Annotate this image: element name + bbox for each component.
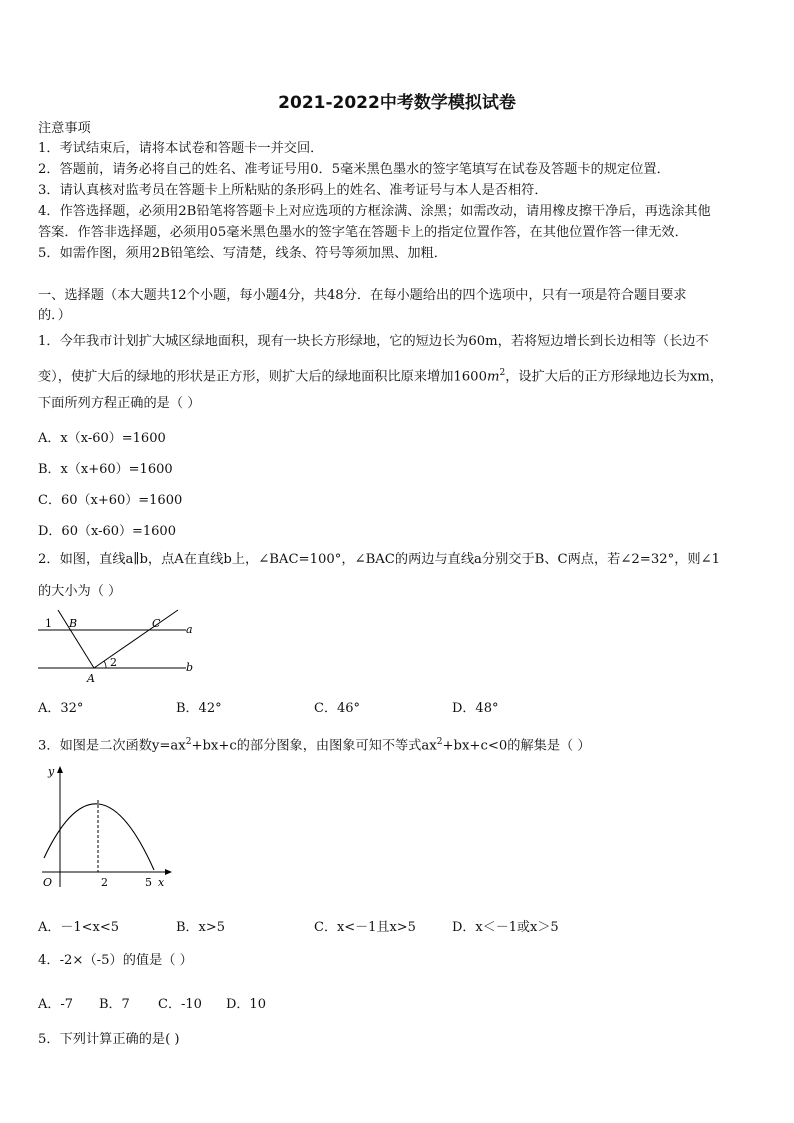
- q2-stem-line2: 的大小为（ ）: [38, 584, 122, 599]
- y-axis-arrow: [57, 766, 63, 773]
- q1-stem-part: ，设扩大后的正方形绿地边长为xm，: [505, 369, 723, 385]
- q1-option-a: A．x（x-60）=1600: [38, 431, 166, 446]
- label-tick-2: 2: [101, 876, 108, 889]
- q5-stem: 5．下列计算正确的是( ): [38, 1032, 180, 1047]
- q1-unit: m: [486, 369, 500, 385]
- note-item: 1．考试结束后，请将本试卷和答题卡一并交回．: [38, 141, 324, 156]
- note-item: 4．作答选择题，必须用2B铅笔将答题卡上对应选项的方框涂满、涂黑；如需改动，请用橡皮擦干净后，再选涂其他: [38, 204, 711, 219]
- q4-option-b: B．7: [99, 997, 130, 1012]
- label-x: x: [158, 876, 165, 889]
- q3-stem-part: +bx+c<0的解集是（ ）: [442, 738, 591, 754]
- q2-option-a: A．32°: [38, 701, 84, 716]
- note-item: 5．如需作图，须用2B铅笔绘、写清楚，线条、符号等须加黑、加粗．: [38, 246, 447, 261]
- label-angle-1: 1: [45, 617, 52, 630]
- label-b-point: B: [69, 617, 78, 630]
- label-line-a: a: [186, 623, 193, 636]
- side-ac: [94, 610, 178, 668]
- q3-option-c: C．x<－1且x>5: [314, 920, 416, 935]
- note-item: 答案．作答非选择题，必须用05毫米黑色墨水的签字笔在答题卡上的指定位置作答，在其他位置作答一律无效．: [38, 225, 688, 240]
- section-header-cont: 的．）: [38, 308, 71, 323]
- q2-option-c: C．46°: [314, 701, 360, 716]
- label-line-b: b: [186, 661, 194, 674]
- section-header: 一、选择题（本大题共12个小题，每小题4分，共48分．在每小题给出的四个选项中，只有一项是符合题目要求: [38, 288, 687, 303]
- q1-stem-line1: 1．今年我市计划扩大城区绿地面积，现有一块长方形绿地，它的短边长为60m，若将短边增长到长边相等（长边不: [38, 334, 709, 349]
- q3-stem-part: 3．如图是二次函数y=ax: [38, 738, 186, 754]
- label-c-point: C: [152, 617, 161, 630]
- notes-heading: 注意事项: [38, 121, 91, 136]
- q4-stem: 4．-2×（-5）的值是（ ）: [38, 953, 193, 968]
- label-tick-5: 5: [145, 876, 152, 889]
- q3-option-d: D．x＜－1或x＞5: [452, 920, 559, 935]
- label-a-point: A: [87, 672, 95, 685]
- exam-title: 2021-2022中考数学模拟试卷: [278, 93, 516, 113]
- q2-figure: [36, 607, 196, 685]
- angle-2-arc: [104, 661, 106, 668]
- q3-exponent: 2: [436, 737, 443, 747]
- q4-option-d: D．10: [226, 997, 266, 1012]
- label-y: y: [48, 765, 55, 778]
- q1-stem-line2: [38, 364, 723, 386]
- q2-option-d: D．48°: [452, 701, 499, 716]
- q3-exponent: 2: [185, 737, 192, 747]
- q1-option-c: C．60（x+60）=1600: [38, 493, 183, 508]
- q1-stem-line3: 下面所列方程正确的是（ ）: [38, 396, 201, 411]
- q4-option-a: A．-7: [38, 997, 74, 1012]
- q4-option-c: C．-10: [158, 997, 202, 1012]
- q1-stem-part: 变），使扩大后的绿地的形状是正方形，则扩大后的绿地面积比原来增加1600: [38, 369, 487, 385]
- q1-option-b: B．x（x+60）=1600: [38, 462, 173, 477]
- q3-stem-line1: [38, 733, 591, 755]
- q2-option-b: B．42°: [176, 701, 222, 716]
- q3-stem-part: +bx+c的部分图象，由图象可知不等式ax: [191, 738, 437, 754]
- q1-option-d: D．60（x-60）=1600: [38, 524, 176, 539]
- q3-parabola-figure: [36, 762, 176, 892]
- q3-option-b: B．x>5: [176, 920, 226, 935]
- note-item: 3．请认真核对监考员在答题卡上所粘贴的条形码上的姓名、准考证号与本人是否相符．: [38, 183, 548, 198]
- x-axis-arrow: [165, 869, 172, 875]
- label-angle-2: 2: [110, 656, 117, 669]
- label-origin: O: [43, 876, 53, 889]
- note-item: 2．答题前，请务必将自己的姓名、准考证号用0．5毫米黑色墨水的签字笔填写在试卷及答题卡的规定位置．: [38, 162, 670, 177]
- q3-option-a: A．－1<x<5: [38, 920, 120, 935]
- q2-stem-line1: 2．如图，直线a∥b，点A在直线b上，∠BAC=100°，∠BAC的两边与直线a分别交于B、C两点，若∠2=32°，则∠1: [38, 552, 721, 567]
- q1-unit-exponent: 2: [499, 368, 506, 378]
